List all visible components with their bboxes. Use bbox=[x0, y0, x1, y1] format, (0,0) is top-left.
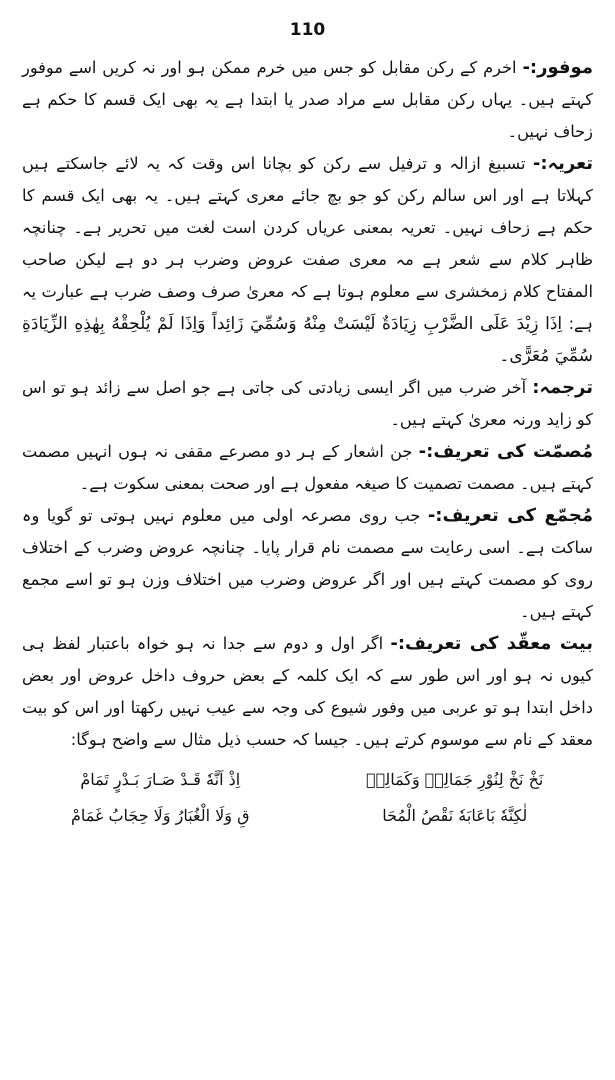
text-musammat: جن اشعار کے ہر دو مصرعے مقفی نہ ہوں انہیں مصمت کہتے ہیں۔ مصمت تصمیت کا صیغہ مفعول ہے اور صحت بمعنی سکوت ہے۔ bbox=[22, 442, 593, 493]
page-number: 110 bbox=[289, 20, 326, 40]
paragraph-bait-muaqqad bbox=[22, 628, 593, 756]
text-mufoor: اخرم کے رکن مقابل کو جس میں خرم ممکن ہو اور نہ کریں اسے موفور کہتے ہیں۔ یہاں رکن مقابل سے مراد صدر یا ابتدا ہے یہ بھی ایک قسم کا حکم ہے زحاف نہیں۔ bbox=[22, 58, 593, 141]
text-translation: آخر ضرب میں اگر ایسی زیادتی کی جاتی ہے جو اصل سے زائد ہو تو اس کو زاید ورنہ معریٰ کہتے ہیں۔ bbox=[22, 378, 593, 429]
term-mujamma: مُجمّع کی تعریف:- bbox=[427, 505, 593, 526]
paragraph-mufoor bbox=[22, 52, 593, 148]
paragraph-mujamma bbox=[22, 500, 593, 628]
verse-line1-first: نَخْ نَخْ لِنُوْرِ جَمَالِهٖ وَكَمَالِهٖ bbox=[366, 770, 544, 789]
verse-line1-second: اِذْ اَنَّهٗ قَـدْ صَـارَ بَـدْرٍ تَمَامْ bbox=[80, 770, 241, 789]
paragraph-musammat bbox=[22, 436, 593, 500]
text-mujamma: جب روی مصرعہ اولی میں معلوم نہیں ہوتی تو گویا وہ ساکت ہے۔ اسی رعایت سے مصمت نام قرار پایا۔ چنانچہ عروض وضرب کے اختلاف روی کو مصمت کہتے ہیں اور اگر عروض وضرب میں اختلاف وزن ہو تو اسے مجمع کہتے ہیں۔ bbox=[22, 506, 593, 621]
paragraph-tareeya bbox=[22, 148, 593, 372]
verse-line2-second: قِ وَلَا الْغُبَارُ وَلَا حِجَابُ غَمَامْ bbox=[70, 806, 250, 825]
arabic-quote: اِذَا زِيْدَ عَلَى الضَّرْبِ زِيَادَةٌ لَيْسَتْ مِنْهُ وَسُمِّيَ زَائِداً وَاِذَا لَمْ يُلْحِقْهُ بِهٰذِهِ الزِّيَادَةِ سُمِّيَ مُعَرًّى۔ bbox=[22, 314, 593, 366]
paragraph-translation bbox=[22, 372, 593, 436]
verse-example bbox=[22, 762, 593, 834]
document-body bbox=[22, 52, 593, 756]
term-translation: ترجمہ: bbox=[532, 377, 593, 398]
term-musammat: مُصمّت کی تعریف:- bbox=[418, 441, 593, 462]
term-mufoor: موفور:- bbox=[522, 57, 593, 78]
text-bait-muaqqad: اگر اول و دوم سے جدا نہ ہو خواہ باعتبار لفظ ہی کیوں نہ ہو اور اس طور سے کہ ایک کلمہ کے بعض حروف داخل عروض اور بعض داخل ابتدا ہو تو عربی میں وفور شیوع کی وجہ سے عیب نہیں رکھتا اور اس کو بیت معقد کے نام سے موسوم کرتے ہیں۔ جیسا کہ حسب ذیل مثال سے واضح ہوگا: bbox=[22, 634, 593, 749]
text-tareeya: تسبیغ ازالہ و ترفیل سے رکن کو بچانا اس وقت کہ یہ لائے جاسکتے ہیں کہلاتا ہے اور اس سالم رکن کو جو بچ جائے معری کہتے ہیں۔ یہ بھی ایک قسم کا حکم ہے زحاف نہیں۔ تعریہ بمعنی عریاں کردن است لغت میں تحریر ہے۔ چنانچہ ظاہر کلام سے شعر ہے مہ معری صفت عروض وضرب ہر دو ہے لیکن صاحب المفتاح کلام زمخشری سے معلوم ہوتا ہے کہ معریٰ صرف وصف ضرب ہے عبارت یہ ہے: bbox=[22, 154, 593, 333]
verse-line2-first: لٰكِنَّهٗ بَاعَابَهٗ نَقْصُ الْمُحَا bbox=[382, 806, 528, 825]
term-bait-muaqqad: بیت معقّد کی تعریف:- bbox=[390, 633, 593, 654]
term-tareeya: تعریہ:- bbox=[532, 153, 593, 174]
